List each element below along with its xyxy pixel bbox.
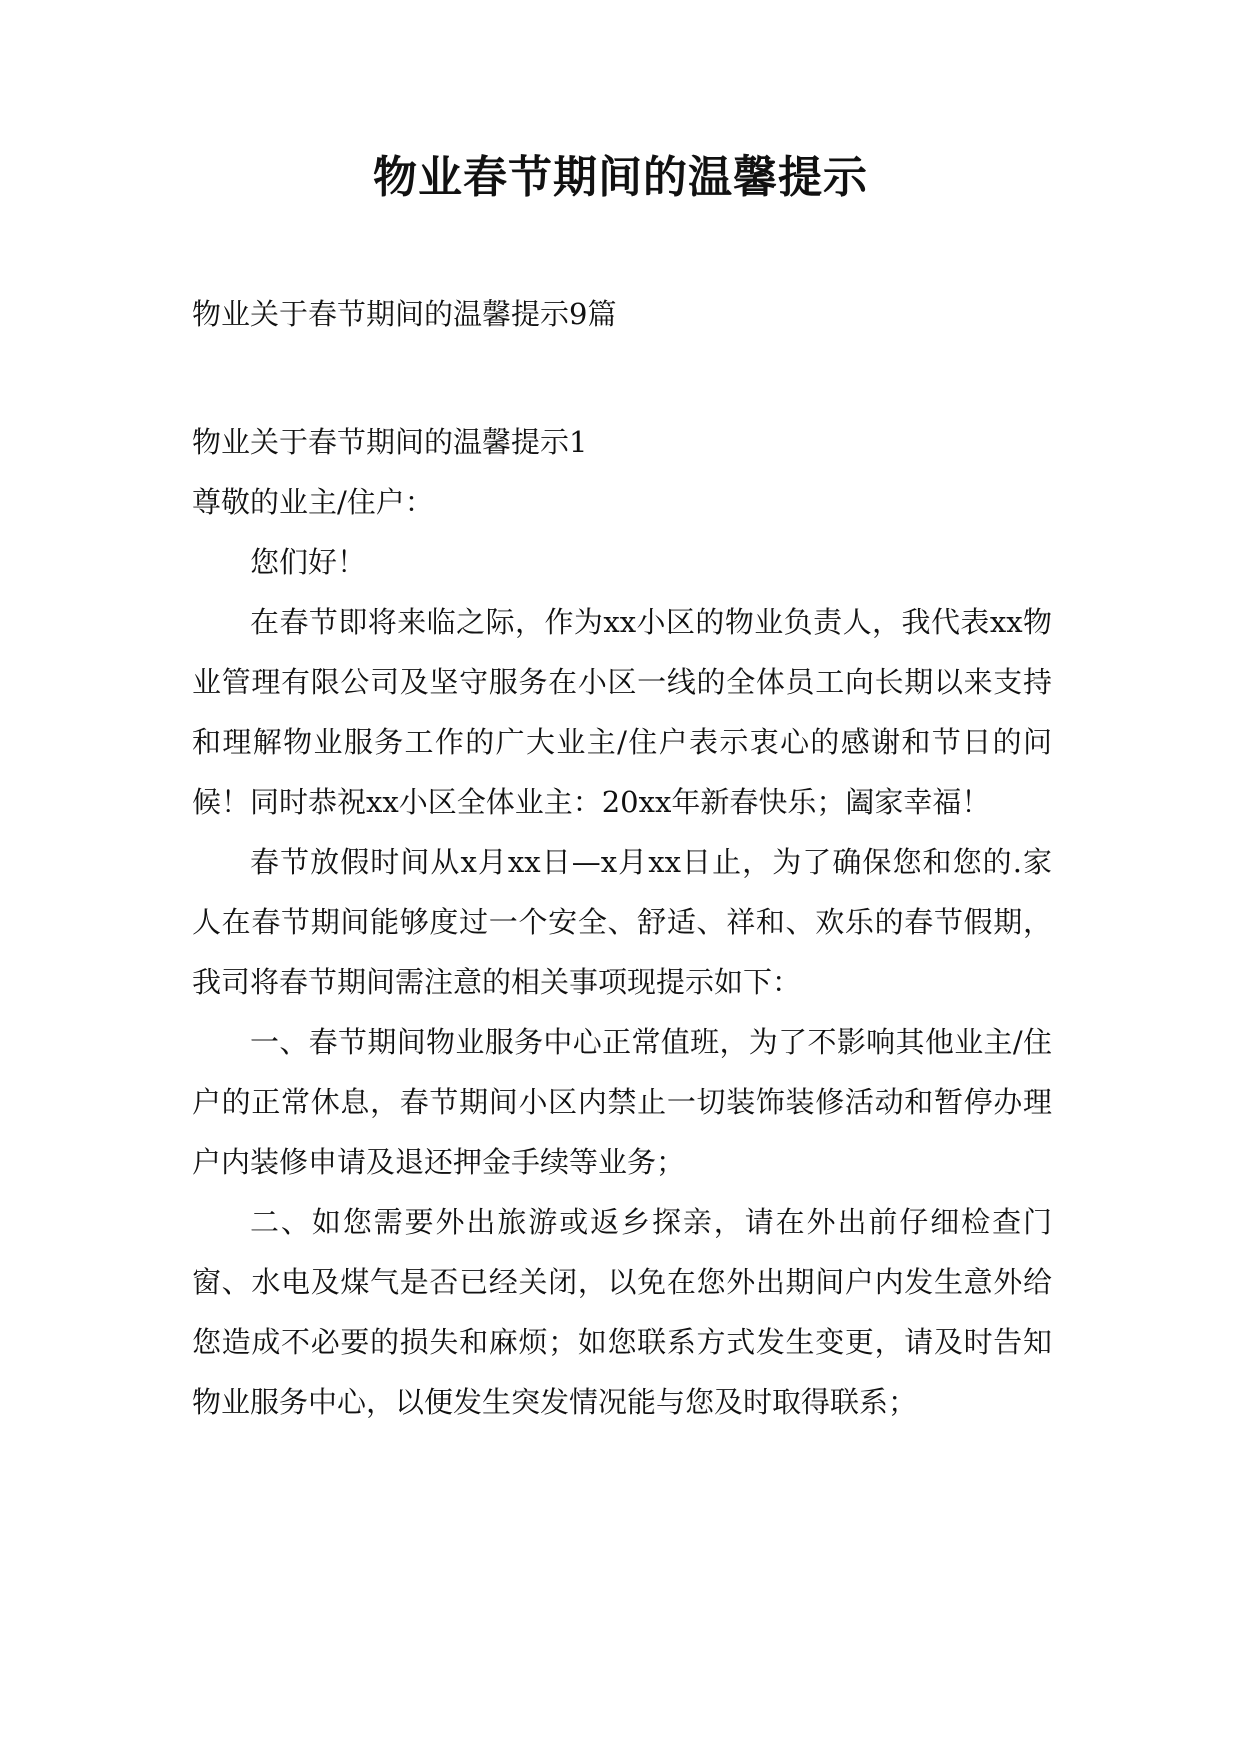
paragraph-holiday: 春节放假时间从x月xx日—x月xx日止，为了确保您和您的.家人在春节期间能够度过一个安全、舒适、祥和、欢乐的春节假期，我司将春节期间需注意的相关事项现提示如下：	[192, 845, 1052, 999]
paragraph-item-1: 一、春节期间物业服务中心正常值班，为了不影响其他业主/住户的正常休息，春节期间小区内禁止一切装饰装修活动和暂停办理户内装修申请及退还押金手续等业务；	[192, 1025, 1052, 1179]
greeting: 您们好！	[250, 545, 367, 579]
paragraph-item-2: 二、如您需要外出旅游或返乡探亲，请在外出前仔细检查门窗、水电及煤气是否已经关闭，以免在您外出期间户内发生意外给您造成不必要的损失和麻烦；如您联系方式发生变更，请及时告知物业服务中心，以便发生突发情况能与您及时取得联系；	[192, 1205, 1052, 1419]
paragraph-intro: 在春节即将来临之际，作为xx小区的物业负责人，我代表xx物业管理有限公司及坚守服务在小区一线的全体员工向长期以来支持和理解物业服务工作的广大业主/住户表示衷心的感谢和节日的问候！同时恭祝xx小区全体业主：20xx年新春快乐；阖家幸福！	[192, 605, 1052, 819]
document-body	[192, 412, 1052, 1432]
document-title: 物业春节期间的温馨提示	[373, 152, 868, 203]
salutation: 尊敬的业主/住户：	[192, 485, 434, 519]
section-heading: 物业关于春节期间的温馨提示1	[192, 425, 588, 459]
document-subtitle: 物业关于春节期间的温馨提示9篇	[192, 297, 617, 331]
